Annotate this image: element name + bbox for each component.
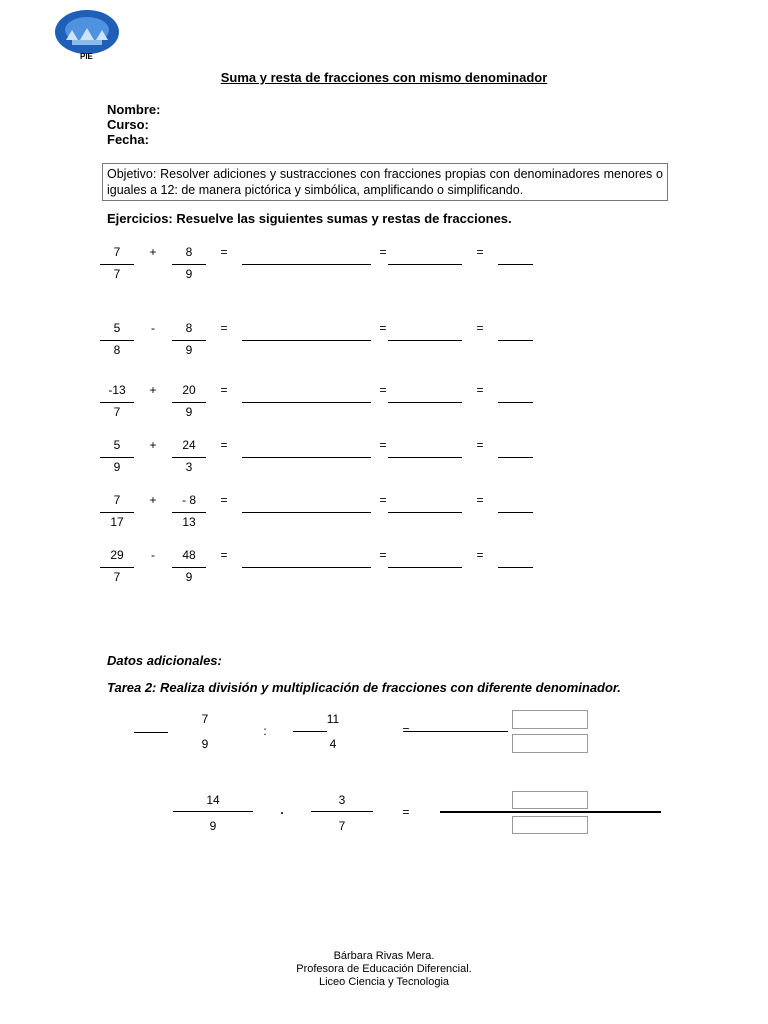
operator-sign: + xyxy=(149,383,157,397)
fraction-denominator: 17 xyxy=(110,515,124,529)
answer-line[interactable] xyxy=(388,567,462,568)
fraction-numerator: 14 xyxy=(206,793,220,807)
fraction-numerator: -13 xyxy=(108,383,126,397)
operator-sign: - xyxy=(151,548,155,562)
answer-line[interactable] xyxy=(404,731,508,732)
fraction-denominator: 7 xyxy=(338,819,346,833)
footer-role: Profesora de Educación Diferencial. xyxy=(296,963,472,975)
fraction-bar xyxy=(100,512,134,513)
fraction-denominator: 3 xyxy=(185,460,193,474)
answer-line[interactable] xyxy=(388,264,462,265)
answer-line[interactable] xyxy=(242,567,371,568)
denominator-answer-box[interactable] xyxy=(512,816,588,834)
fraction-numerator: 48 xyxy=(182,548,196,562)
numerator-answer-box[interactable] xyxy=(512,710,588,729)
name-field-label: Nombre: xyxy=(107,102,161,117)
fraction-numerator: 8 xyxy=(185,321,193,335)
fraction-denominator: 9 xyxy=(185,267,193,281)
fraction-bar xyxy=(100,457,134,458)
equals-sign: = xyxy=(220,383,228,397)
fraction-numerator: 7 xyxy=(113,245,121,259)
operator-sign: + xyxy=(149,493,157,507)
page-title: Suma y resta de fracciones con mismo denominador xyxy=(220,70,548,85)
equals-sign: = xyxy=(476,548,484,562)
fraction-denominator: 9 xyxy=(185,570,193,584)
fraction-bar xyxy=(172,340,206,341)
answer-line[interactable] xyxy=(440,811,661,813)
fraction-denominator: 9 xyxy=(185,405,193,419)
answer-line[interactable] xyxy=(388,402,462,403)
equals-sign: = xyxy=(476,383,484,397)
operator-sign: . xyxy=(280,803,284,817)
equals-sign: = xyxy=(402,723,410,737)
answer-line[interactable] xyxy=(242,512,371,513)
fraction-numerator: 3 xyxy=(338,793,346,807)
equals-sign: = xyxy=(220,438,228,452)
date-field-label: Fecha: xyxy=(107,132,149,147)
answer-line[interactable] xyxy=(498,567,533,568)
equals-sign: = xyxy=(402,805,410,819)
equals-sign: = xyxy=(220,245,228,259)
fraction-bar xyxy=(293,731,327,732)
answer-line[interactable] xyxy=(242,340,371,341)
answer-line[interactable] xyxy=(242,457,371,458)
objective-box: Objetivo: Resolver adiciones y sustracciones con fracciones propias con denominadores menores o iguales a 12: de manera pictórica y simbólica, amplificando o simplificando. xyxy=(102,163,668,201)
fraction-bar xyxy=(100,567,134,568)
equals-sign: = xyxy=(476,493,484,507)
fraction-denominator: 7 xyxy=(113,405,121,419)
footer-author: Bárbara Rivas Mera. xyxy=(333,950,435,962)
numerator-answer-box[interactable] xyxy=(512,791,588,809)
fraction-numerator: 7 xyxy=(201,712,209,726)
answer-line[interactable] xyxy=(498,264,533,265)
answer-line[interactable] xyxy=(498,457,533,458)
school-logo xyxy=(50,8,124,64)
operator-sign: : xyxy=(263,724,267,738)
fraction-numerator: 5 xyxy=(113,438,121,452)
operator-sign: + xyxy=(149,438,157,452)
fraction-denominator: 13 xyxy=(182,515,196,529)
fraction-bar xyxy=(172,457,206,458)
exercises-heading: Ejercicios: Resuelve las siguientes sumas y restas de fracciones. xyxy=(107,211,512,226)
logo-badge: PIE xyxy=(80,52,93,61)
operator-sign: + xyxy=(149,245,157,259)
fraction-bar xyxy=(100,402,134,403)
fraction-numerator: 11 xyxy=(326,712,340,726)
equals-sign: = xyxy=(476,245,484,259)
answer-line[interactable] xyxy=(498,512,533,513)
answer-line[interactable] xyxy=(242,264,371,265)
fraction-numerator: 5 xyxy=(113,321,121,335)
task2-blank-line xyxy=(134,732,168,733)
equals-sign: = xyxy=(220,548,228,562)
equals-sign: = xyxy=(379,438,387,452)
footer xyxy=(0,950,768,989)
answer-line[interactable] xyxy=(498,340,533,341)
equals-sign: = xyxy=(379,383,387,397)
equals-sign: = xyxy=(379,548,387,562)
equals-sign: = xyxy=(379,493,387,507)
equals-sign: = xyxy=(476,438,484,452)
denominator-answer-box[interactable] xyxy=(512,734,588,753)
fraction-bar xyxy=(311,811,373,812)
answer-line[interactable] xyxy=(242,402,371,403)
fraction-denominator: 8 xyxy=(113,343,121,357)
fraction-bar xyxy=(172,567,206,568)
fraction-denominator: 9 xyxy=(113,460,121,474)
equals-sign: = xyxy=(379,321,387,335)
fraction-denominator: 9 xyxy=(185,343,193,357)
fraction-denominator: 4 xyxy=(329,737,337,751)
fraction-numerator: 24 xyxy=(182,438,196,452)
fraction-denominator: 9 xyxy=(201,737,209,751)
answer-line[interactable] xyxy=(388,340,462,341)
equals-sign: = xyxy=(379,245,387,259)
extra-data-heading: Datos adicionales: xyxy=(107,653,222,668)
fraction-denominator: 9 xyxy=(209,819,217,833)
task2-heading: Tarea 2: Realiza división y multiplicación de fracciones con diferente denominador. xyxy=(107,680,621,695)
equals-sign: = xyxy=(476,321,484,335)
answer-line[interactable] xyxy=(388,457,462,458)
fraction-bar xyxy=(172,512,206,513)
course-field-label: Curso: xyxy=(107,117,149,132)
fraction-numerator: 20 xyxy=(182,383,196,397)
fraction-denominator: 7 xyxy=(113,267,121,281)
equals-sign: = xyxy=(220,493,228,507)
fraction-bar xyxy=(172,402,206,403)
operator-sign: - xyxy=(151,321,155,335)
fraction-numerator: - 8 xyxy=(181,493,196,507)
fraction-bar xyxy=(172,264,206,265)
fraction-bar xyxy=(100,340,134,341)
footer-school: Liceo Ciencia y Tecnologia xyxy=(318,976,450,988)
fraction-numerator: 7 xyxy=(113,493,121,507)
fraction-numerator: 29 xyxy=(110,548,124,562)
fraction-numerator: 8 xyxy=(185,245,193,259)
equals-sign: = xyxy=(220,321,228,335)
fraction-bar xyxy=(173,811,253,812)
answer-line[interactable] xyxy=(498,402,533,403)
fraction-bar xyxy=(100,264,134,265)
answer-line[interactable] xyxy=(388,512,462,513)
fraction-denominator: 7 xyxy=(113,570,121,584)
